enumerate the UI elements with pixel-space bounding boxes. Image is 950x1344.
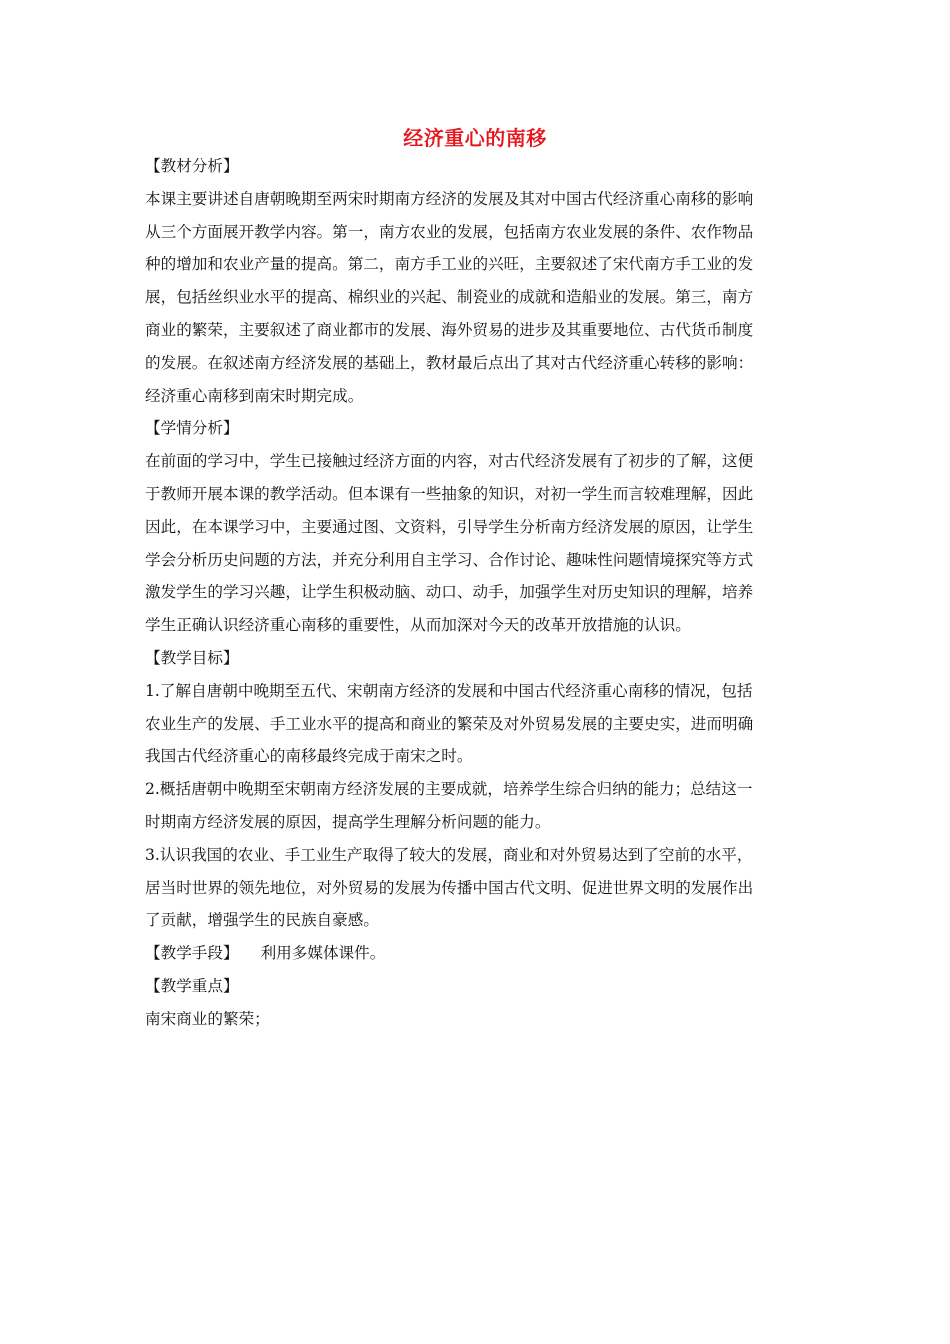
paragraph-line: 学会分析历史问题的方法，并充分利用自主学习、合作讨论、趣味性问题情境探究等方式 [145,550,754,569]
goal-line: 2.概括唐朝中晚期至宋朝南方经济发展的主要成就，培养学生综合归纳的能力；总结这一 [145,780,753,799]
goal-line: 居当时世界的领先地位，对外贸易的发展为传播中国古代文明、促进世界文明的发展作出 [145,878,754,897]
goal-line: 1.了解自唐朝中晚期至五代、宋朝南方经济的发展和中国古代经济重心南移的情况，包括 [145,681,753,700]
section-heading-student-analysis: 【学情分析】 [145,419,239,438]
section-heading-teaching-means: 【教学手段】 [145,944,239,963]
document-body [145,150,810,1036]
paragraph-line: 的发展。在叙述南方经济发展的基础上，教材最后点出了其对古代经济重心转移的影响： [145,353,754,372]
goal-line: 时期南方经济发展的原因，提高学生理解分析问题的能力。 [145,812,551,831]
paragraph-line: 种的增加和农业产量的提高。第二，南方手工业的兴旺，主要叙述了宋代南方手工业的发 [145,255,754,274]
document-title: 经济重心的南移 [403,126,547,150]
paragraph-line: 从三个方面展开教学内容。第一，南方农业的发展，包括南方农业发展的条件、农作物品 [145,222,754,241]
goal-line: 农业生产的发展、手工业水平的提高和商业的繁荣及对外贸易发展的主要史实，进而明确 [145,714,754,733]
section-heading-teaching-goals: 【教学目标】 [145,648,239,667]
goal-line: 3.认识我国的农业、手工业生产取得了较大的发展，商业和对外贸易达到了空前的水平， [145,845,753,864]
paragraph-line: 在前面的学习中，学生已接触过经济方面的内容，对古代经济发展有了初步的了解，这便 [145,452,754,471]
focus-line: 南宋商业的繁荣； [145,1009,270,1028]
goal-line: 了贡献，增强学生的民族自豪感。 [145,911,379,930]
paragraph-line: 经济重心南移到南宋时期完成。 [145,386,364,405]
paragraph-line: 学生正确认识经济重心南移的重要性，从而加深对今天的改革开放措施的认识。 [145,616,691,635]
teaching-means-row [145,937,810,970]
section-heading-teaching-focus: 【教学重点】 [145,976,239,995]
goal-line: 我国古代经济重心的南移最终完成于南宋之时。 [145,747,473,766]
paragraph-line: 于教师开展本课的教学活动。但本课有一些抽象的知识，对初一学生而言较难理解，因此 [145,484,754,503]
paragraph-line: 展，包括丝织业水平的提高、棉织业的兴起、制瓷业的成就和造船业的发展。第三，南方 [145,288,754,307]
paragraph-line: 商业的繁荣，主要叙述了商业都市的发展、海外贸易的进步及其重要地位、古代货币制度 [145,320,754,339]
teaching-means-text: 利用多媒体课件。 [260,944,386,963]
paragraph-line: 激发学生的学习兴趣，让学生积极动脑、动口、动手，加强学生对历史知识的理解，培养 [145,583,754,602]
paragraph-line: 因此，在本课学习中，主要通过图、文资料，引导学生分析南方经济发展的原因，让学生 [145,517,754,536]
section-heading-textbook-analysis: 【教材分析】 [145,157,239,175]
paragraph-line: 本课主要讲述自唐朝晚期至两宋时期南方经济的发展及其对中国古代经济重心南移的影响 [145,189,754,208]
